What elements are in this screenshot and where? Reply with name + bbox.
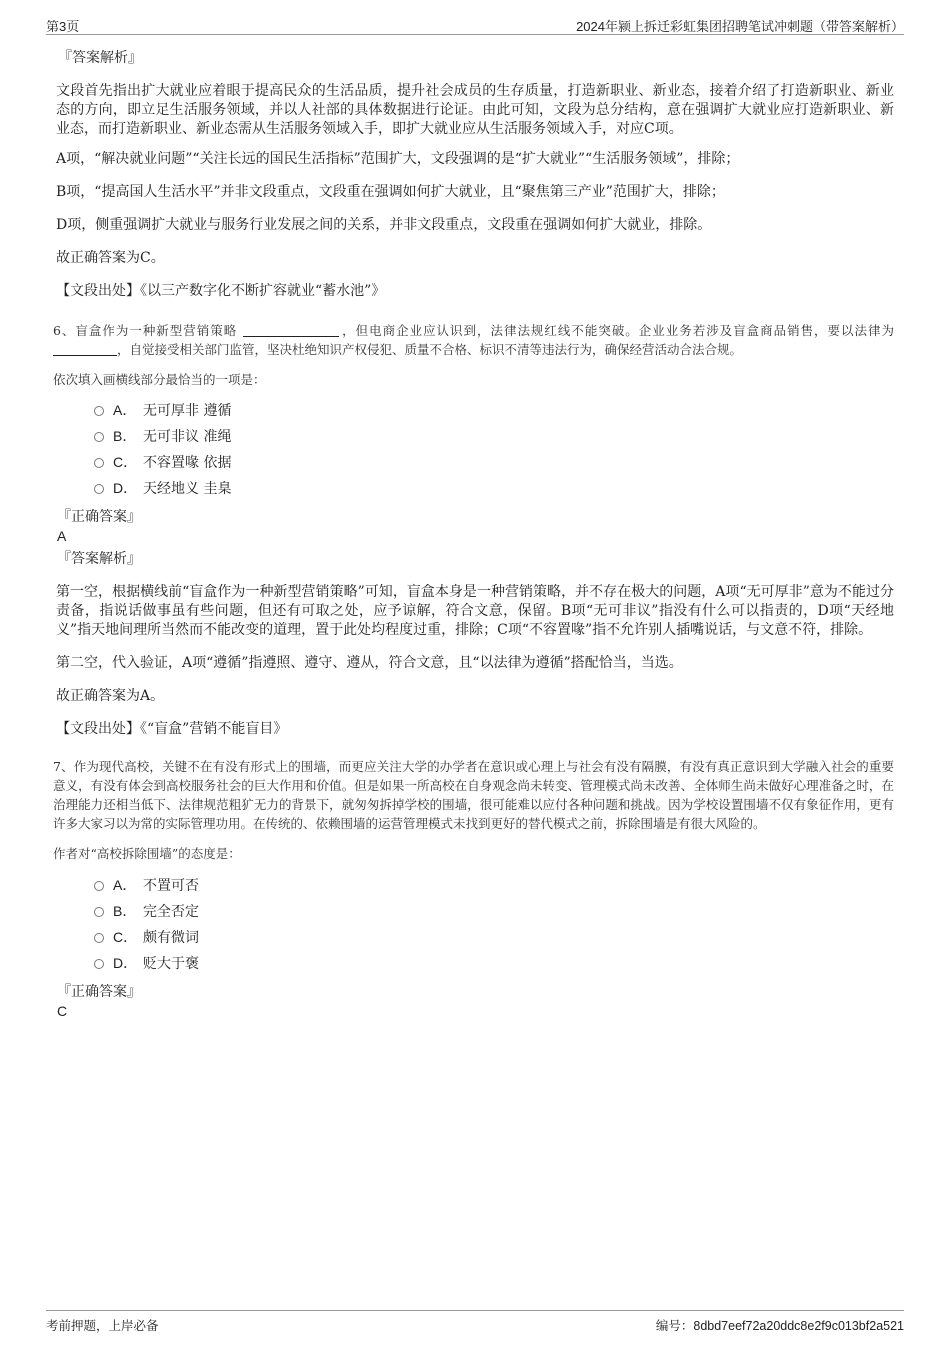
option-c[interactable]: C． 不容置喙 依据 xyxy=(53,449,894,475)
page-footer xyxy=(46,1310,904,1335)
option-list xyxy=(53,397,894,501)
document-title: 2024年颍上拆迁彩虹集团招聘笔试冲刺题（带答案解析） xyxy=(576,19,904,34)
radio-icon[interactable] xyxy=(94,959,104,969)
option-b[interactable]: B． 无可非议 准绳 xyxy=(53,423,894,449)
final-answer: 故正确答案为A。 xyxy=(56,688,165,704)
page-content xyxy=(53,44,894,1020)
radio-icon[interactable] xyxy=(94,484,104,494)
document-code: 编号：8dbd7eef72a20ddc8e2f9c013bf2a521 xyxy=(655,1319,904,1333)
page-header xyxy=(46,14,904,35)
radio-icon[interactable] xyxy=(94,881,104,891)
option-c[interactable]: C． 颇有微词 xyxy=(53,924,894,950)
radio-icon[interactable] xyxy=(94,432,104,442)
analysis-paragraph: 第二空，代入验证，A项“遵循”指遵照、遵守、遵从，符合文意，且“以法律为遵循”搭配恰当，当选。 xyxy=(56,655,683,671)
question-6 xyxy=(53,321,894,739)
radio-icon[interactable] xyxy=(94,406,104,416)
analysis-paragraph: 文段首先指出扩大就业应着眼于提高民众的生活品质，提升社会成员的生存质量，打造新职业、新业态，接着介绍了打造新职业、新业态的方向，即立足生活服务领域，并以人社部的具体数据进行论证。由此可知，文段为总分结构，意在强调扩大就业应打造新职业、新业态，而打造新职业、新业态需从生活服务领域入手，即扩大就业应从生活服务领域入手，对应C项。 xyxy=(56,83,894,137)
analysis-paragraph: D项，侧重强调扩大就业与服务行业发展之间的关系，并非文段重点，文段重在强调如何扩大就业，排除。 xyxy=(56,217,712,233)
page-number: 第3页 xyxy=(46,19,80,34)
question-stem: 6、盲盒作为一种新型营销策略 ，但电商企业应认识到，法律法规红线不能突破。企业业务若涉及盲盒商品销售，要以法律为，自觉接受相关部门监管，坚决杜绝知识产权侵犯、质量不合格、标识不清等违法行为，确保经营活动合法合规。 xyxy=(53,323,894,357)
option-d[interactable]: D． 贬大于褒 xyxy=(53,950,894,976)
analysis-label: 『答案解析』 xyxy=(57,551,141,567)
source-citation: 【文段出处】《“盲盒”营销不能盲目》 xyxy=(56,721,288,737)
option-list xyxy=(53,872,894,976)
radio-icon[interactable] xyxy=(94,933,104,943)
analysis-paragraph: 第一空，根据横线前“盲盒作为一种新型营销策略”可知，盲盒本身是一种营销策略，并不存在极大的问题，A项“无可厚非”意为不能过分责备，指说话做事虽有些问题，但还有可取之处，应予谅解，符合文意，保留。B项“无可非议”指没有什么可以指责的，D项“天经地义”指天地间理所当然而不能改变的道理，置于此处均程度过重，排除；C项“不容置喙”指不允许别人插嘴说话，与文意不符，排除。 xyxy=(56,584,894,638)
correct-answer: A xyxy=(57,528,67,544)
blank-line xyxy=(53,341,117,356)
correct-answer-label: 『正确答案』 xyxy=(57,984,141,1000)
option-b[interactable]: B． 完全否定 xyxy=(53,898,894,924)
radio-icon[interactable] xyxy=(94,907,104,917)
analysis-paragraph: B项，“提高国人生活水平”并非文段重点，文段重在强调如何扩大就业，且“聚焦第三产业”范围扩大，排除； xyxy=(56,184,725,200)
option-a[interactable]: A． 不置可否 xyxy=(53,872,894,898)
footer-slogan: 考前押题，上岸必备 xyxy=(46,1319,159,1333)
question-prompt: 依次填入画横线部分最恰当的一项是： xyxy=(53,372,266,387)
correct-answer-label: 『正确答案』 xyxy=(57,509,141,525)
radio-icon[interactable] xyxy=(94,458,104,468)
source-citation: 【文段出处】《以三产数字化不断扩容就业“蓄水池”》 xyxy=(56,283,386,299)
q5-analysis xyxy=(56,48,894,301)
analysis-paragraph: A项，“解决就业问题”“关注长远的国民生活指标”范围扩大，文段强调的是“扩大就业”“生活服务领域”，排除； xyxy=(56,151,740,167)
final-answer: 故正确答案为C。 xyxy=(56,250,165,266)
option-a[interactable]: A． 无可厚非 遵循 xyxy=(53,397,894,423)
correct-answer: C xyxy=(57,1003,68,1019)
blank-line xyxy=(243,322,339,337)
question-7 xyxy=(53,757,894,1020)
question-stem: 7、作为现代高校，关键不在有没有形式上的围墙，而更应关注大学的办学者在意识或心理上与社会有没有隔膜，有没有真正意识到大学融入社会的重要意义，有没有体会到高校服务社会的巨大作用和价值。但是如果一所高校在自身观念尚未转变、管理模式尚未改善、全体师生尚未做好心理准备之时，在治理能力还相当低下、法律规范粗犷无力的背景下，就匆匆拆掉学校的围墙，很可能难以应付各种问题和挑战。因为学校设置围墙不仅有象征作用，更有许多大家习以为常的实际管理功用。在传统的、依赖围墙的运营管理模式未找到更好的替代模式之前，拆除围墙是有很大风险的。 xyxy=(53,759,894,831)
question-prompt: 作者对“高校拆除围墙”的态度是： xyxy=(53,846,241,861)
analysis-label: 『答案解析』 xyxy=(58,50,142,66)
option-d[interactable]: D． 天经地义 圭臬 xyxy=(53,475,894,501)
